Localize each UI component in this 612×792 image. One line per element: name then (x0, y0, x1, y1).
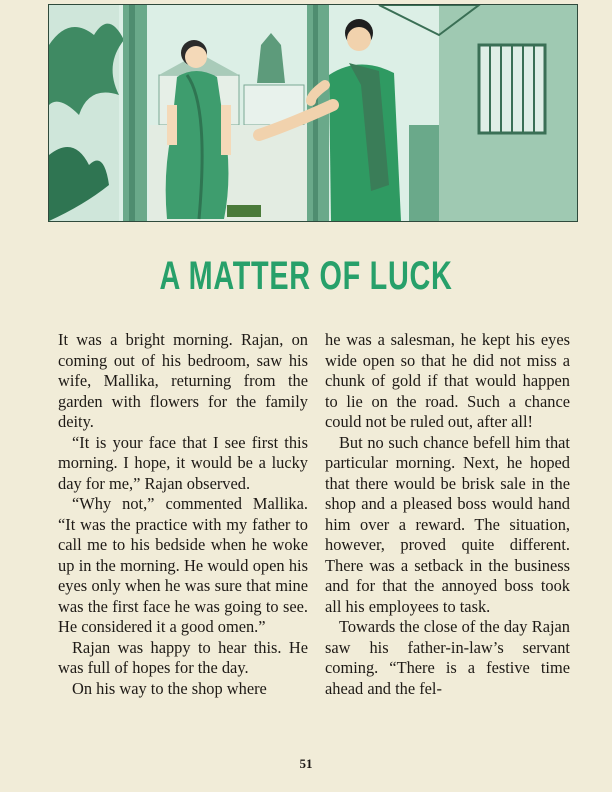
page-number: 51 (299, 756, 313, 771)
paragraph: But no such chance befell him that particular morning. Next, he hoped that there would be brisk sale in the shop and a pleased boss would hand him over a reward. The situation, however, proved quite different. There was a setback in the business and for that the annoyed boss took all his employees to task. (325, 432, 570, 616)
left-column (58, 330, 308, 699)
right-column (325, 330, 570, 699)
illustration-drawing (49, 5, 577, 221)
story-title: A MATTER OF LUCK (159, 254, 453, 298)
paragraph: Rajan was happy to hear this. He was full of hopes for the day. (58, 637, 308, 677)
paragraph: It was a bright morning. Rajan, on coming out of his bedroom, saw his wife, Mallika, returning from the garden with flowers for the family deity. (58, 330, 308, 431)
paragraph: “It is your face that I see first this morning. I hope, it would be a lucky day for me,” Rajan observed. (58, 432, 308, 493)
paragraph: he was a salesman, he kept his eyes wide open so that he did not miss a chunk of gold if that would happen to lie on the road. Such a chance could not be ruled out, after all! (325, 330, 570, 431)
story-illustration (48, 4, 578, 222)
paragraph: On his way to the shop where (72, 678, 267, 698)
paragraph: “Why not,” commented Mallika. “It was the practice with my father to call me to his bedside when he woke up in the morning. He would open his eyes only when he was sure that mine was the first face he was going to see. He considered it a good omen.” (58, 494, 308, 636)
paragraph: Towards the close of the day Rajan saw his father-in-law’s servant coming. “There is a festive time ahead and the fel- (325, 617, 570, 698)
